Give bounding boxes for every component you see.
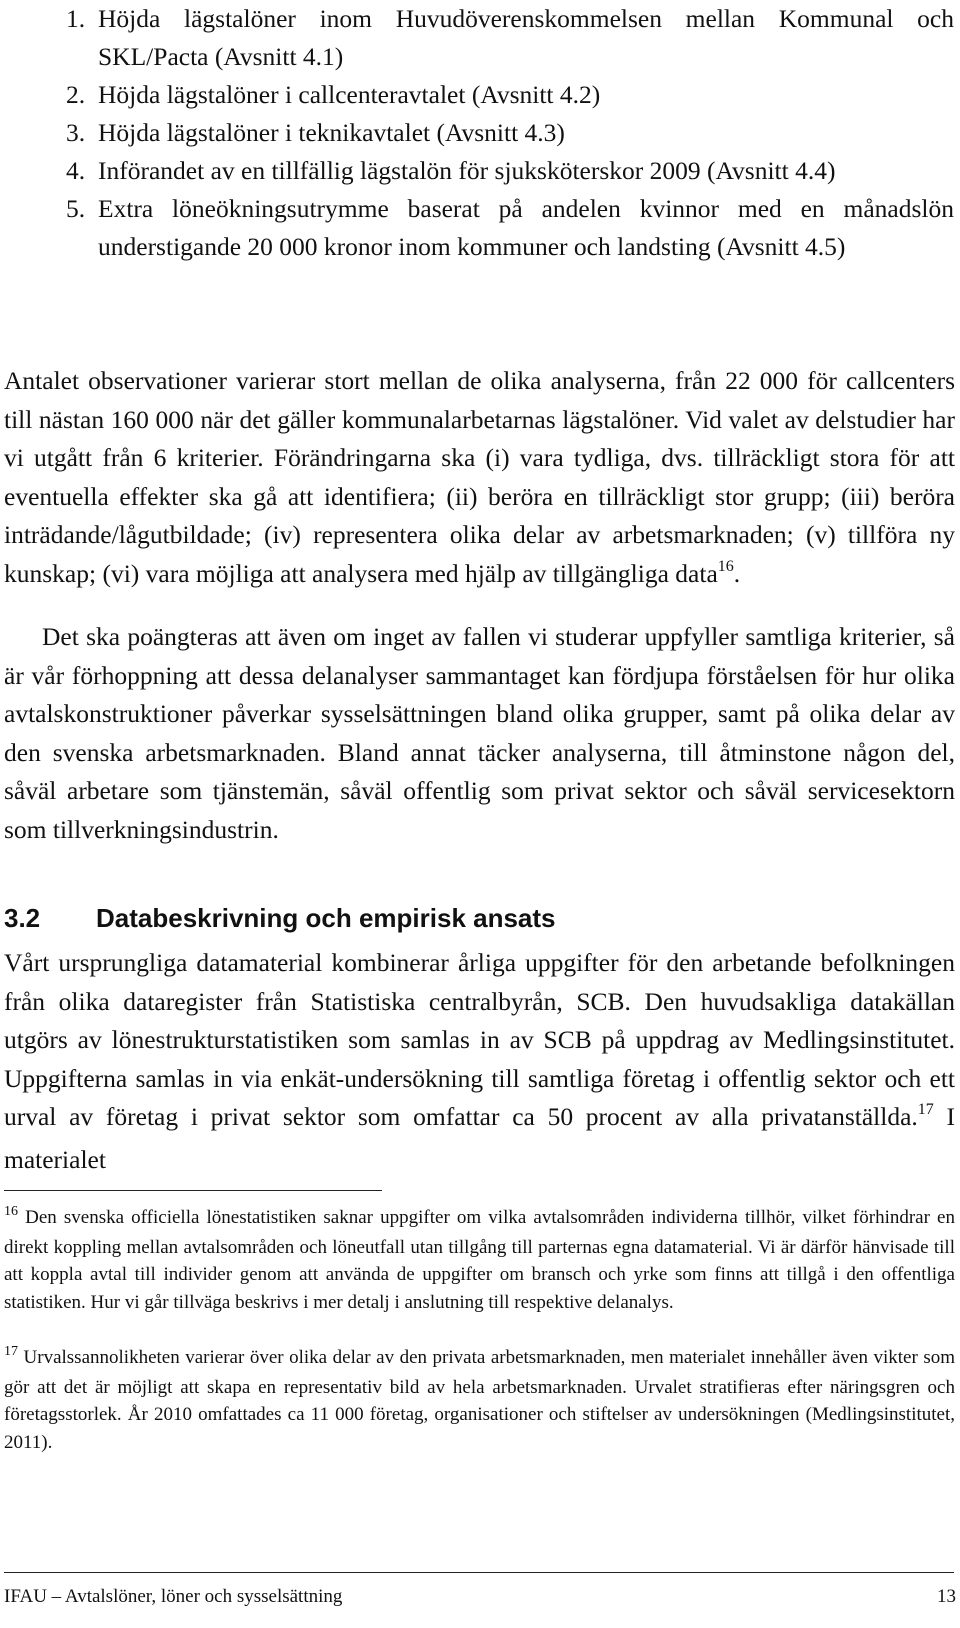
footer-title: IFAU – Avtalslöner, löner och sysselsättning <box>4 1586 343 1607</box>
footnote-ref-16[interactable]: 16 <box>717 557 734 575</box>
page-number: 13 <box>937 1586 956 1607</box>
footnote-ref-17[interactable]: 17 <box>917 1101 934 1118</box>
list-item-text: Höjda lägstalöner inom Huvudöverenskommelsen mellan Kommunal och SKL/Pacta (Avsnitt 4.1) <box>98 4 954 71</box>
footnote-number: 16 <box>4 1204 18 1219</box>
paragraph-data-description <box>4 944 955 1179</box>
list-item <box>4 190 954 266</box>
footnote-16 <box>4 1204 955 1316</box>
list-item-text: Införandet av en tillfällig lägstalön för sjuksköterskor 2009 (Avsnitt 4.4) <box>98 156 836 185</box>
paragraph-end: I materialet <box>4 1102 955 1174</box>
criteria-list <box>4 0 954 266</box>
list-item <box>4 114 954 152</box>
paragraph-observations <box>4 362 955 597</box>
section-heading <box>4 898 556 938</box>
paragraph-text: Antalet observationer varierar stort mellan de olika analyserna, från 22 000 för callcenters till nästan 160 000 när det gäller kommunalarbetarnas lägstalöner. Vid valet av delstudier har vi utgått från 6 kriterier. Förändringarna ska (i) vara tydliga, dvs. tillräckligt stora för att eventuella effekter ska gå att identifiera; (ii) beröra en tillräckligt stor grupp; (iii) beröra inträdande/lågutbildade; (iv) representera olika delar av arbetsmarknaden; (v) tillföra ny kunskap; (vi) vara möjliga att analysera med hjälp av tillgängliga data <box>4 366 955 588</box>
footnote-17 <box>4 1344 955 1456</box>
list-item-text: Höjda lägstalöner i callcenteravtalet (Avsnitt 4.2) <box>98 80 601 109</box>
list-item <box>4 152 954 190</box>
footnote-divider <box>4 1190 382 1191</box>
section-title: Databeskrivning och empirisk ansats <box>96 903 556 933</box>
list-item-text: Extra löneökningsutrymme baserat på andelen kvinnor med en månadslön understigande 20 000 kronor inom kommuner och landsting (Avsnitt 4.5) <box>98 194 954 261</box>
footnote-number: 17 <box>4 1344 18 1359</box>
list-item <box>4 0 954 76</box>
footnote-text: Den svenska officiella lönestatistiken saknar uppgifter om vilka avtalsområden individerna tillhör, vilket förhindrar en direkt koppling mellan avtalsområden och löneutfall utan tillgång till parternas egna datamaterial. Vi är därför hänvisade till att koppla avtal till individer genom att använda de uppgifter om bransch och yrke som finns att tillgå i den offentliga statistiken. Hur vi går tillväga beskrivs i mer detalj i anslutning till respektive delanalys. <box>4 1207 955 1313</box>
list-item-number: 2. <box>66 80 86 109</box>
list-item-number: 5. <box>66 194 86 223</box>
list-item <box>4 76 954 114</box>
footer-divider <box>4 1572 954 1573</box>
list-item-number: 1. <box>66 4 86 33</box>
paragraph-emphasis <box>4 618 955 849</box>
list-item-number: 3. <box>66 118 86 147</box>
list-item-text: Höjda lägstalöner i teknikavtalet (Avsnitt 4.3) <box>98 118 565 147</box>
paragraph-text: Vårt ursprungliga datamaterial kombinerar årliga uppgifter för den arbetande befolkningen från olika dataregister från Statistiska centralbyrån, SCB. Den huvudsakliga datakällan utgörs av lönestrukturstatistiken som samlas in av SCB på uppdrag av Medlingsinstitutet. Uppgifterna samlas in via enkät-undersökning till samtliga företag i offentlig sektor och ett urval av företag i privat sektor som omfattar ca 50 procent av alla privatanställda. <box>4 948 955 1131</box>
footnote-text: Urvalssannolikheten varierar över olika delar av den privata arbetsmarknaden, men materialet innehåller även vikter som gör att det är möjligt att skapa en representativ bild av hela arbetsmarknaden. Urvalet stratifieras efter näringsgren och företagsstorlek. År 2010 omfattades ca 11 000 företag, organisationer och stiftelser av undersökningen (Medlingsinstitutet, 2011). <box>4 1347 956 1453</box>
paragraph-text: Det ska poängteras att även om inget av fallen vi studerar uppfyller samtliga kriterier, så är vår förhoppning att dessa delanalyser sammantaget kan fördjupa förståelsen för hur olika avtalskonstruktioner påverkar sysselsättningen bland olika grupper, samt på olika delar av den svenska arbetsmarknaden. Bland annat täcker analyserna, till åtminstone någon del, såväl arbetare som tjänstemän, såväl offentlig som privat sektor och såväl servicesektorn som tillverkningsindustrin. <box>4 622 955 844</box>
section-number: 3.2 <box>4 903 41 933</box>
paragraph-end: . <box>733 558 741 588</box>
list-item-number: 4. <box>66 156 86 185</box>
